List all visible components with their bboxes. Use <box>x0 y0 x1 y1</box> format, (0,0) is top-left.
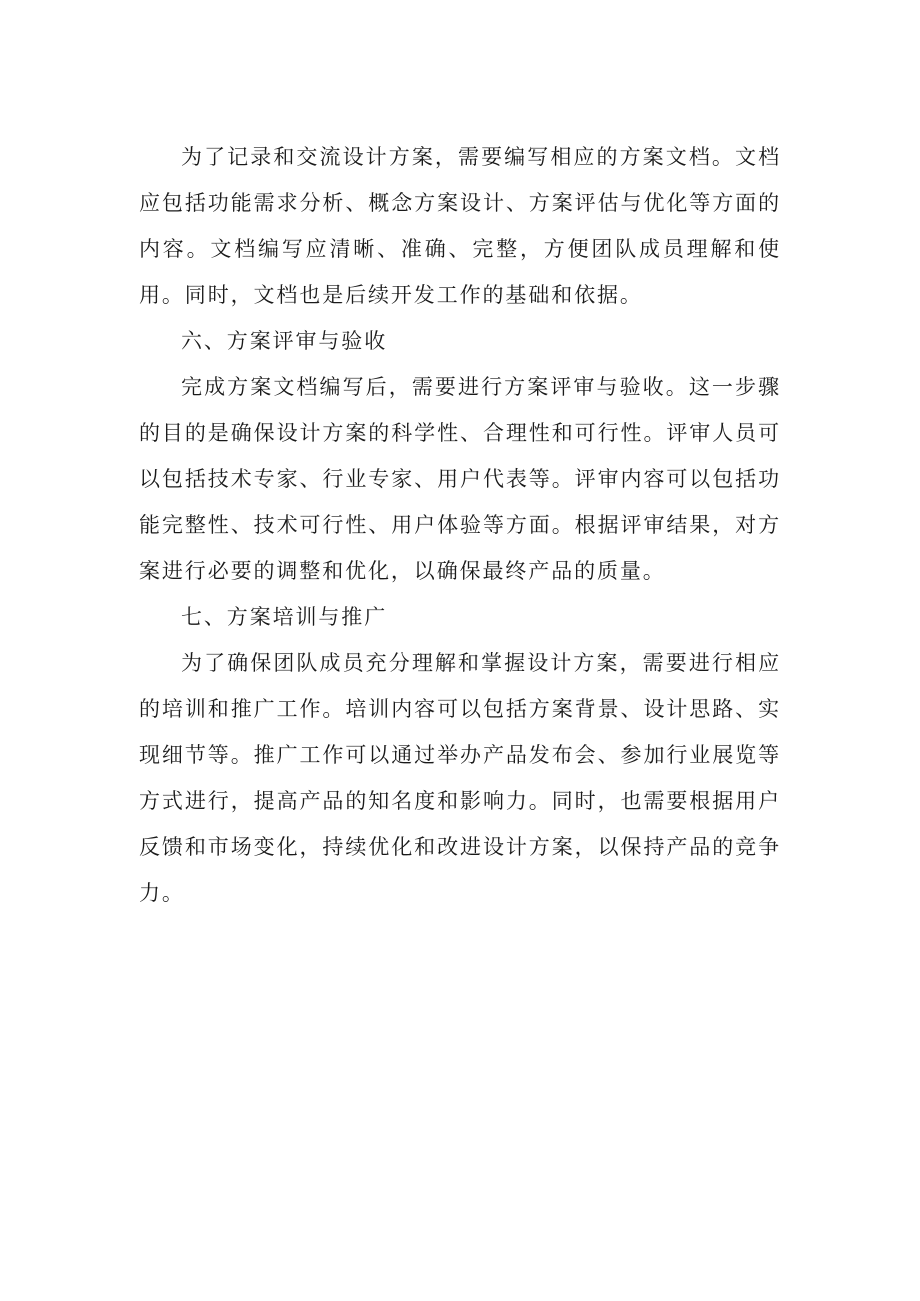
paragraph-documentation: 为了记录和交流设计方案，需要编写相应的方案文档。文档应包括功能需求分析、概念方案设计、方案评估与优化等方面的内容。文档编写应清晰、准确、完整，方便团队成员理解和使用。同时，文档也是后续开发工作的基础和依据。 <box>139 145 781 307</box>
paragraph-training: 为了确保团队成员充分理解和掌握设计方案，需要进行相应的培训和推广工作。培训内容可以包括方案背景、设计思路、实现细节等。推广工作可以通过举办产品发布会、参加行业展览等方式进行，提高产品的知名度和影响力。同时，也需要根据用户反馈和市场变化，持续优化和改进设计方案，以保持产品的竞争力。 <box>139 651 781 905</box>
document-body <box>139 134 781 916</box>
paragraph-review: 完成方案文档编写后，需要进行方案评审与验收。这一步骤的目的是确保设计方案的科学性、合理性和可行性。评审人员可以包括技术专家、行业专家、用户代表等。评审内容可以包括功能完整性、技术可行性、用户体验等方面。根据评审结果，对方案进行必要的调整和优化，以确保最终产品的质量。 <box>139 375 781 583</box>
section-heading-training: 七、方案培训与推广 <box>181 605 388 629</box>
section-heading-review: 六、方案评审与验收 <box>181 329 388 353</box>
